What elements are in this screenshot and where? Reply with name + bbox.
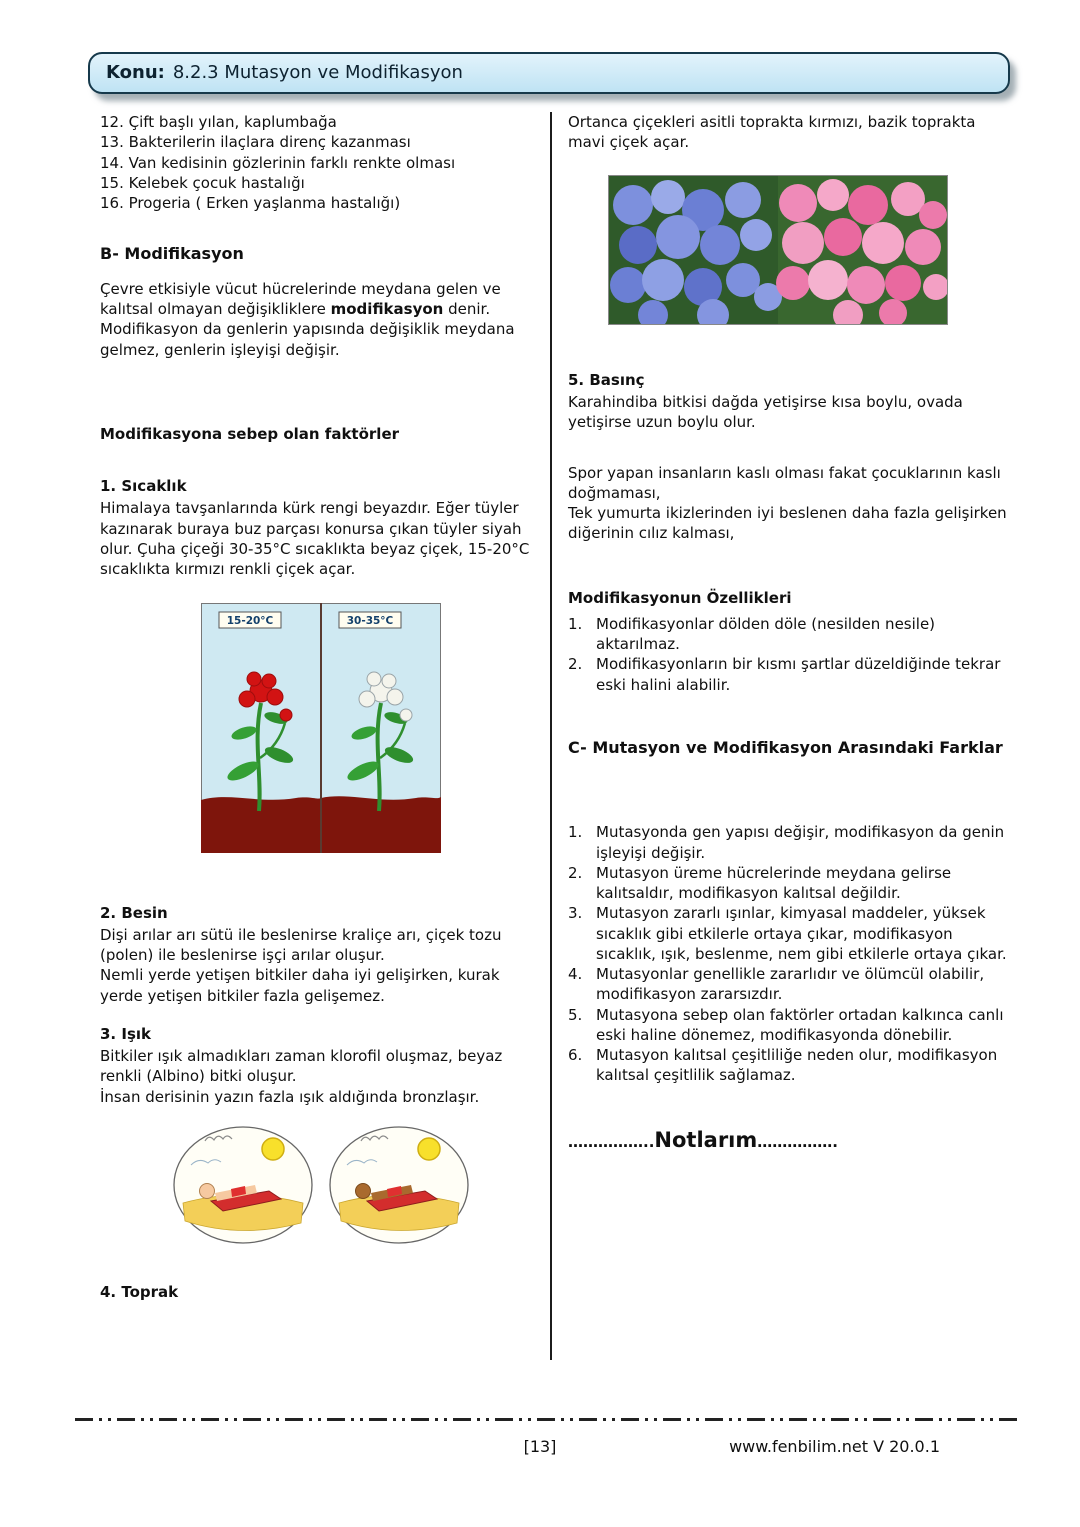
temp-label-left: 15-20°C xyxy=(226,615,274,628)
text-run: Çevre etkisiyle vücut hücrelerinde meydana gelen ve kalıtsal olmayan değişikliklere xyxy=(100,279,501,319)
footer-divider xyxy=(75,1418,1020,1421)
item-number: 6. xyxy=(568,1046,583,1065)
item-text: Modifikasyonlar dölden döle (nesilden nesile) aktarılmaz. xyxy=(596,614,936,653)
features-list xyxy=(568,614,1010,695)
item-number: 2. xyxy=(568,863,583,882)
feature-item xyxy=(568,654,1010,695)
item-number: 4. xyxy=(568,965,583,984)
beach-scene-after xyxy=(330,1127,468,1243)
topic-label: Konu: xyxy=(106,61,165,83)
item-text: Mutasyon kalıtsal çeşitliliğe neden olur, modifikasyon kalıtsal çeşitlilik sağlamaz. xyxy=(596,1046,998,1085)
notes-line xyxy=(568,1126,1010,1154)
factor-3-title: 3. Işık xyxy=(100,1024,151,1043)
factor-3-text-2: İnsan derisinin yazın fazla ışık aldığında bronzlaşır. xyxy=(100,1087,480,1106)
factor-2-text-2: Nemli yerde yetişen bitkiler daha iyi gelişirken, kurak yerde yetişen bitkiler fazla gelişemez. xyxy=(100,966,500,1005)
difference-item xyxy=(568,822,1010,863)
topic-title: 8.2.3 Mutasyon ve Modifikasyon xyxy=(172,61,463,83)
temp-label-right: 30-35°C xyxy=(346,615,394,628)
example-item: 12. Çift başlı yılan, kaplumbağa xyxy=(100,113,337,131)
factor-1-text: Himalaya tavşanlarında kürk rengi beyazdır. Eğer tüyler kazınarak buraya buz parçası konursa çıkan tüyler siyah olur. Çuha çiçeği 30-35°C sıcaklıkta beyaz çiçek, 15-20°C sıcaklıkta kırmızı renkli çiçek açar. xyxy=(100,499,530,579)
beach-scene-before xyxy=(174,1127,312,1243)
difference-item xyxy=(568,903,1010,964)
factor-1-title: 1. Sıcaklık xyxy=(100,477,187,496)
differences-list xyxy=(568,822,1010,1085)
item-number: 1. xyxy=(568,614,583,633)
item-number: 1. xyxy=(568,823,583,842)
temperature-plant-figure xyxy=(201,603,441,858)
notes-label: Notlarım xyxy=(654,1127,758,1152)
example-item: 16. Progeria ( Erken yaşlanma hastalığı) xyxy=(100,194,401,212)
item-text: Mutasyon üreme hücrelerinde meydana gelirse kalıtsaldır, modifikasyon kalıtsal değildir. xyxy=(596,863,952,903)
mutation-examples-list xyxy=(100,112,542,213)
difference-item xyxy=(568,964,1010,1005)
factor-3-text-1: Bitkiler ışık almadıkları zaman klorofil oluşmaz, beyaz renkli (Albino) bitki oluşur. xyxy=(100,1047,503,1086)
sunbathing-figure xyxy=(171,1119,471,1254)
content xyxy=(100,112,1010,1360)
factor-4-title: 4. Toprak xyxy=(100,1283,179,1302)
item-text: Mutasyonda gen yapısı değişir, modifikasyon da genin işleyişi değişir. xyxy=(596,823,1005,862)
hydrangea-text: Ortanca çiçekleri asitli toprakta kırmızı, bazik toprakta mavi çiçek açar. xyxy=(568,113,976,152)
difference-item xyxy=(568,1005,1010,1046)
difference-item xyxy=(568,863,1010,904)
difference-item xyxy=(568,1045,1010,1086)
item-number: 5. xyxy=(568,1005,583,1024)
feature-item xyxy=(568,614,1010,655)
dots-left: …………….. xyxy=(568,1132,655,1151)
footer xyxy=(0,1436,1080,1462)
factor-2-text-1: Dişi arılar arı sütü ile beslenirse kraliçe arı, çiçek tozu (polen) ile beslenirse işçi arılar oluşur. xyxy=(100,925,502,965)
right-column xyxy=(568,112,1010,1360)
factor-5-title: 5. Basınç xyxy=(568,370,645,389)
text-run: denir. Modifikasyon da genlerin yapısında değişiklik meydana gelmez, genlerin işleyişi değişir. xyxy=(100,300,515,359)
example-item: 14. Van kedisinin gözlerinin farklı renkte olması xyxy=(100,153,456,172)
section-b-paragraph xyxy=(100,279,542,360)
item-number: 2. xyxy=(568,655,583,674)
example-item: 13. Bakterilerin ilaçlara direnç kazanması xyxy=(100,133,411,152)
section-b-title: B- Modifikasyon xyxy=(100,244,244,264)
left-column xyxy=(100,112,542,1360)
factors-title: Modifikasyona sebep olan faktörler xyxy=(100,424,400,443)
item-text: Mutasyona sebep olan faktörler ortadan kalkınca canlı eski haline dönemez, modifikasyonda dönebilir. xyxy=(596,1005,1004,1044)
example-twins-text: Tek yumurta ikizlerinden iyi beslenen daha fazla gelişirken diğerinin cılız kalması, xyxy=(568,504,1007,543)
topic-header xyxy=(88,52,1010,94)
factor-2-title: 2. Besin xyxy=(100,903,168,922)
item-number: 3. xyxy=(568,904,583,923)
item-text: Modifikasyonların bir kısmı şartlar düzeldiğinde tekrar eski halini alabilir. xyxy=(596,655,1001,694)
temperature-plant-illustration xyxy=(201,603,441,853)
section-c-title: C- Mutasyon ve Modifikasyon Arasındaki Farklar xyxy=(568,737,1003,757)
hydrangea-illustration xyxy=(608,175,948,325)
features-title: Modifikasyonun Özellikleri xyxy=(568,588,792,607)
hydrangea-photo xyxy=(608,175,948,330)
sunbathing-illustration xyxy=(171,1119,471,1249)
factor-5-text: Karahindiba bitkisi dağda yetişirse kısa boylu, ovada yetişirse uzun boylu olur. xyxy=(568,393,963,432)
example-muscle-text: Spor yapan insanların kaslı olması fakat çocuklarının kaslı doğmaması, xyxy=(568,463,1001,502)
dots-right: ……………. xyxy=(757,1132,838,1151)
page-number: [13] xyxy=(523,1437,557,1456)
item-text: Mutasyonlar genellikle zararlıdır ve ölümcül olabilir, modifikasyon zararsızdır. xyxy=(596,965,985,1004)
bold-term: modifikasyon xyxy=(330,300,444,319)
item-text: Mutasyon zararlı ışınlar, kimyasal maddeler, yüksek sıcaklık gibi etkilerle ortaya çıkar, modifikasyon sıcaklık, ışık, beslenme, nem gibi etkilerle ortaya çıkar. xyxy=(596,904,1007,963)
example-item: 15. Kelebek çocuk hastalığı xyxy=(100,173,305,192)
site-credit: www.fenbilim.net V 20.0.1 xyxy=(729,1437,940,1456)
column-divider xyxy=(550,112,552,1360)
